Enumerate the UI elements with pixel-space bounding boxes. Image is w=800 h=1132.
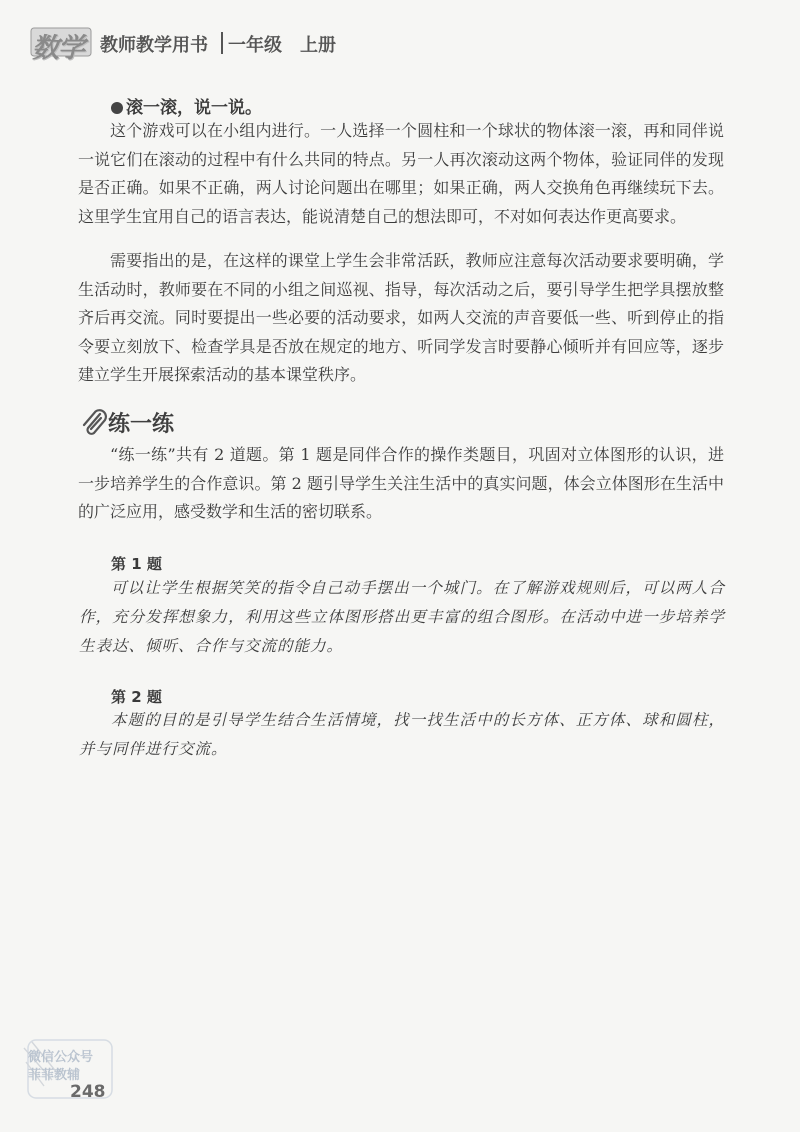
practice-section-header [80, 407, 280, 441]
book-logo [30, 26, 94, 64]
watermark-line-1: 微信公众号 [28, 1050, 94, 1065]
activity-heading [111, 93, 262, 118]
bullet-dot-icon [111, 102, 123, 114]
logo-text: 数学 [32, 33, 84, 64]
question-1-heading: 第 1 题 [111, 555, 162, 573]
activity-paragraph-1: 这个游戏可以在小组内进行。一人选择一个圆柱和一个球状的物体滚一滚，再和同伴说一说它们在滚动的过程中有什么共同的特点。另一人再次滚动这两个物体，验证同伴的发现是否正确。如果不正确，两人讨论问题出在哪里；如果正确，两人交换角色再继续玩下去。这里学生宜用自己的语言表达，能说清楚自己的想法即可，不对如何表达作更高要求。 [78, 121, 724, 226]
question-1-text: 可以让学生根据笑笑的指令自己动手摆出一个城门。在了解游戏规则后，可以两人合作，充分发挥想象力，利用这些立体图形搭出更丰富的组合图形。在活动中进一步培养学生表达、倾听、合作与交流的能力。 [79, 579, 725, 655]
header-divider [221, 32, 223, 54]
question-2-text: 本题的目的是引导学生结合生活情境，找一找生活中的长方体、正方体、球和圆柱，并与同伴进行交流。 [79, 711, 725, 758]
activity-paragraph-2: 需要指出的是，在这样的课堂上学生会非常活跃，教师应注意每次活动要求要明确，学生活动时，教师要在不同的小组之间巡视、指导，每次活动之后，要引导学生把学具摆放整齐后再交流。同时要提出一些必要的活动要求，如两人交流的声音要低一些、听到停止的指令要立刻放下、检查学具是否放在规定的地方、听同学发言时要静心倾听并有回应等，逐步建立学生开展探索活动的基本课堂秩序。 [78, 251, 724, 385]
question-2-heading: 第 2 题 [111, 688, 162, 706]
activity-heading-text: 滚一滚，说一说。 [126, 98, 262, 118]
practice-title: 练一练 [108, 412, 175, 437]
watermark-line-2: 菲菲教辅 [28, 1068, 81, 1083]
page-header [30, 24, 790, 64]
book-title: 教师教学用书 [100, 35, 208, 56]
grade-label: 一年级 上册 [228, 35, 336, 56]
page-number: 248 [70, 1082, 106, 1102]
practice-intro: “练一练”共有 2 道题。第 1 题是同伴合作的操作类题目，巩固对立体图形的认识，进一步培养学生的合作意识。第 2 题引导学生关注生活中的真实问题，体会立体图形在生活中的广泛应用，感受数学和生活的密切联系。 [78, 445, 724, 522]
paperclip-icon [80, 409, 108, 437]
